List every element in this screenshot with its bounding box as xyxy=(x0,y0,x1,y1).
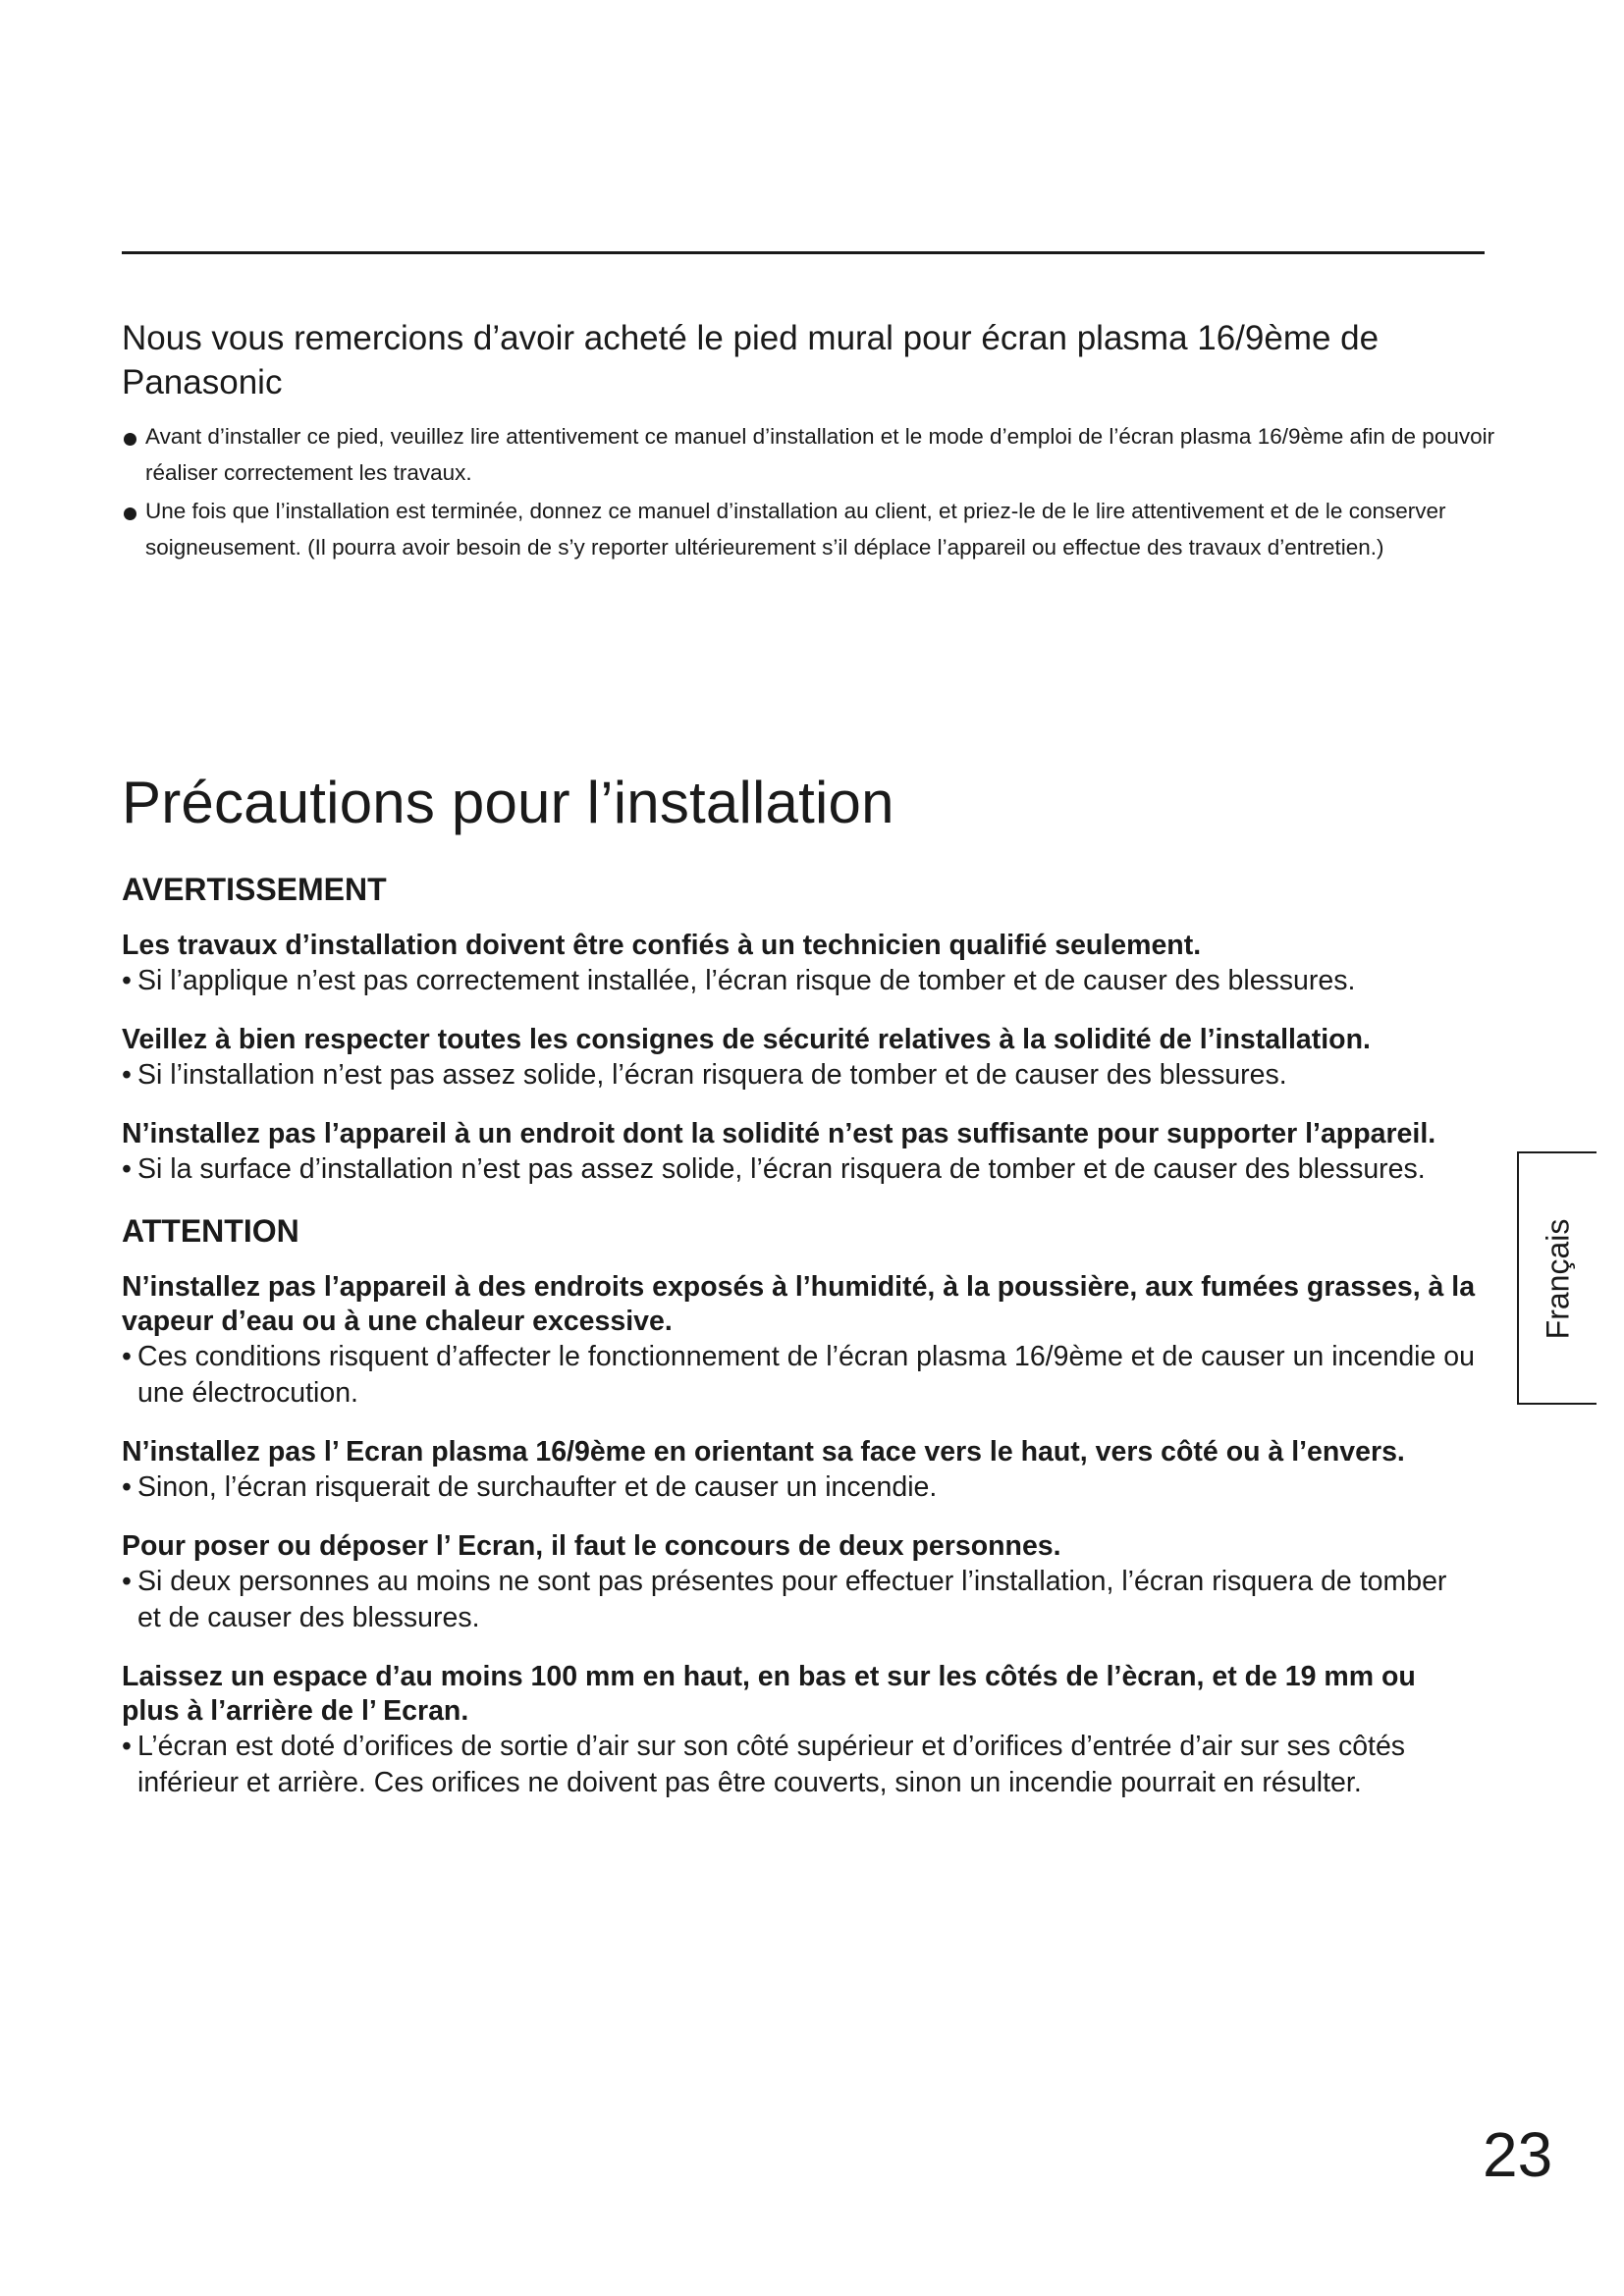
caution-item xyxy=(122,1270,1477,1412)
intro-title: Nous vous remercions d’avoir acheté le pied mural pour écran plasma 16/9ème de Panasonic xyxy=(122,319,1380,401)
top-divider xyxy=(122,251,1485,254)
caution-item-heading: Pour poser ou déposer l’ Ecran, il faut le concours de deux personnes. xyxy=(122,1530,1061,1562)
caution-item xyxy=(122,1529,1477,1636)
caution-item-body xyxy=(122,1729,1477,1801)
bullet-dot-icon xyxy=(124,507,136,520)
page-title: Précautions pour l’installation xyxy=(122,770,894,835)
caution-item-heading: N’installez pas l’appareil à des endroits exposés à l’humidité, à la poussière, aux fumées grasses, à la vapeur d’eau ou à une chaleur excessive. xyxy=(122,1271,1476,1337)
bullet-icon: • xyxy=(122,1153,132,1185)
caution-item-text: Si deux personnes au moins ne sont pas présentes pour effectuer l’installation, l’écran risquera de tomber et de causer des blessures. xyxy=(137,1566,1447,1633)
caution-item xyxy=(122,1435,1477,1506)
caution-item-text: L’écran est doté d’orifices de sortie d’air sur son côté supérieur et d’orifices d’entrée d’air sur ses côtés inférieur et arrière. Ces orifices ne doivent pas être couverts, sinon un incendie pourrait en résulter. xyxy=(137,1731,1406,1798)
bullet-icon: • xyxy=(122,1471,132,1503)
warning-item-heading: N’installez pas l’appareil à un endroit dont la solidité n’est pas suffisante pour supporter l’appareil. xyxy=(122,1118,1436,1149)
page-number: 23 xyxy=(1483,2119,1553,2190)
language-tab-label: Français xyxy=(1540,1218,1576,1340)
precautions-section xyxy=(122,766,1477,1825)
language-tab xyxy=(1517,1151,1597,1405)
warning-item-heading: Les travaux d’installation doivent être confiés à un technicien qualifié seulement. xyxy=(122,930,1202,961)
intro-bullet xyxy=(122,418,1496,491)
warning-heading: AVERTISSEMENT xyxy=(122,872,387,907)
intro-section xyxy=(122,316,1496,567)
caution-section xyxy=(122,1211,1477,1801)
bullet-icon: • xyxy=(122,1566,132,1597)
caution-item xyxy=(122,1660,1477,1801)
warning-item-text: Si l’applique n’est pas correctement installée, l’écran risque de tomber et de causer des blessures. xyxy=(137,965,1356,996)
warning-item xyxy=(122,1117,1477,1188)
warning-item xyxy=(122,929,1477,999)
caution-item-heading: N’installez pas l’ Ecran plasma 16/9ème en orientant sa face vers le haut, vers côté ou à l’envers. xyxy=(122,1436,1405,1468)
warning-item-body xyxy=(122,1151,1477,1188)
warning-item-body xyxy=(122,963,1477,999)
intro-bullet-text: Une fois que l’installation est terminée, donnez ce manuel d’installation au client, et priez-le de le lire attentivement et de le conserver soigneusement. (Il pourra avoir besoin de s’y reporter ultérieurement s’il déplace l’appareil ou effectue des travaux d’entretien.) xyxy=(145,499,1446,560)
caution-item-text: Ces conditions risquent d’affecter le fonctionnement de l’écran plasma 16/9ème et de causer un incendie ou une électrocution. xyxy=(137,1341,1475,1409)
caution-item-body xyxy=(122,1469,1477,1506)
bullet-icon: • xyxy=(122,1731,132,1762)
caution-item-heading: Laissez un espace d’au moins 100 mm en haut, en bas et sur les côtés de l’ècran, et de 19 mm ou plus à l’arrière de l’ Ecran. xyxy=(122,1661,1416,1727)
warning-item xyxy=(122,1023,1477,1094)
warning-item-heading: Veillez à bien respecter toutes les consignes de sécurité relatives à la solidité de l’installation. xyxy=(122,1024,1371,1055)
bullet-icon: • xyxy=(122,1341,132,1372)
warning-section xyxy=(122,870,1477,1188)
intro-bullet xyxy=(122,493,1496,565)
caution-item-body xyxy=(122,1339,1477,1412)
caution-item-text: Sinon, l’écran risquerait de surchaufter et de causer un incendie. xyxy=(137,1471,938,1503)
bullet-icon: • xyxy=(122,965,132,996)
warning-item-text: Si l’installation n’est pas assez solide, l’écran risquera de tomber et de causer des blessures. xyxy=(137,1059,1287,1091)
caution-item-body xyxy=(122,1564,1477,1636)
warning-item-text: Si la surface d’installation n’est pas assez solide, l’écran risquera de tomber et de causer des blessures. xyxy=(137,1153,1426,1185)
bullet-icon: • xyxy=(122,1059,132,1091)
caution-heading: ATTENTION xyxy=(122,1213,299,1249)
warning-item-body xyxy=(122,1057,1477,1094)
intro-list xyxy=(122,418,1496,565)
intro-bullet-text: Avant d’installer ce pied, veuillez lire attentivement ce manuel d’installation et le mode d’emploi de l’écran plasma 16/9ème afin de pouvoir réaliser correctement les travaux. xyxy=(145,424,1495,485)
bullet-dot-icon xyxy=(124,433,136,446)
